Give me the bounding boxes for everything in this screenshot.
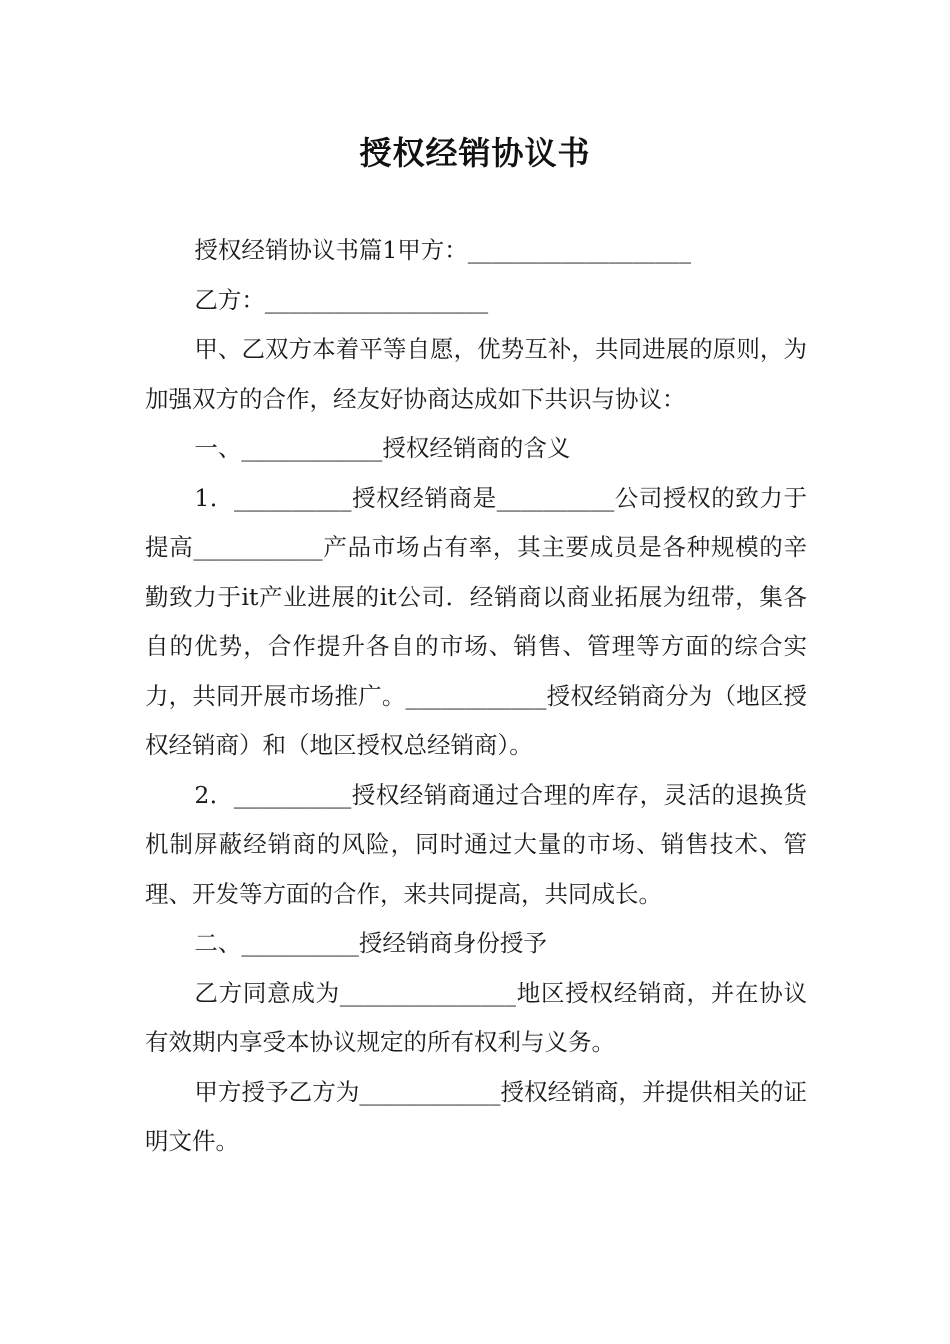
paragraph-party-b: 乙方：___________________ — [194, 285, 489, 314]
paragraph-clause-1: 1．__________授权经销商是__________公司授权的致力于提高___________产品市场占有率，其主要成员是各种规模的辛勤致力于it产业进展的it公司．经销商以商业拓展为纽带，集各自的优势，合作提升各自的市场、销售、管理等方面的综合实力，共同开展市场推广。____________授权经销商分为（地区授权经销商）和（地区授权总经销商）。 — [145, 483, 807, 759]
section-heading-1: 一、____________授权经销商的含义 — [194, 434, 571, 462]
paragraph-party-a: 授权经销协议书篇1甲方：___________________ — [194, 236, 692, 264]
paragraph-clause-2: 2．__________授权经销商通过合理的库存，灵活的退换货机制屏蔽经销商的风险，同时通过大量的市场、销售技术、管理、开发等方面的合作，来共同提高，共同成长。 — [145, 780, 807, 908]
document-body — [145, 226, 807, 1167]
paragraph-grant: 甲方授予乙方为____________授权经销商，并提供相关的证明文件。 — [145, 1077, 807, 1155]
paragraph-preamble: 甲、乙双方本着平等自愿，优势互补，共同进展的原则，为加强双方的合作，经友好协商达成如下共识与协议： — [145, 335, 807, 413]
paragraph-agreement: 乙方同意成为_______________地区授权经销商，并在协议有效期内享受本协议规定的所有权利与义务。 — [145, 978, 807, 1056]
section-heading-2: 二、__________授经销商身份授予 — [194, 929, 547, 957]
document-title: 授权经销协议书 — [359, 134, 591, 172]
